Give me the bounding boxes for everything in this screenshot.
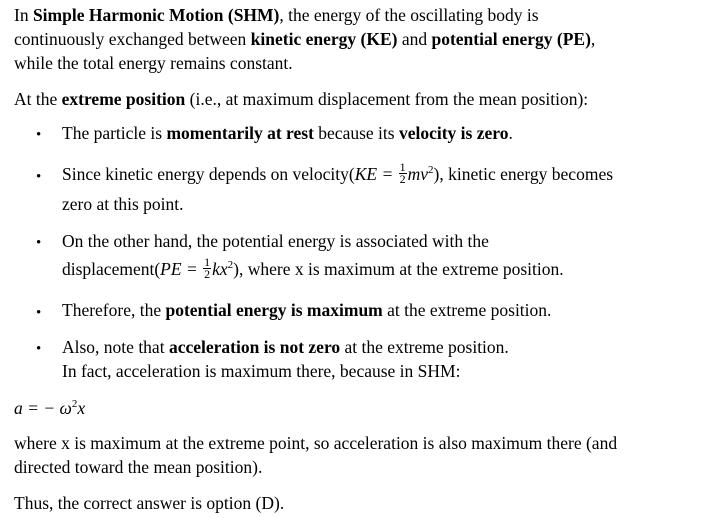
exponent: 2 (428, 164, 434, 177)
term-potential-energy-maximum: potential energy is maximum (165, 300, 383, 320)
pe-formula-rhs: kx (212, 259, 228, 279)
bullet-marker: • (36, 169, 42, 185)
heading-text: At the (14, 89, 62, 109)
fraction-denominator: 2 (204, 267, 211, 282)
intro-line-3: while the total energy remains constant. (14, 53, 293, 73)
heading-text: (i.e., at maximum displacement from the mean position): (185, 89, 589, 109)
bullet-marker: • (36, 341, 42, 357)
bullet-text: ), where x is maximum at the extreme position. (233, 259, 564, 279)
fraction-numerator: 1 (204, 255, 211, 270)
bullet-2-line-1 (62, 162, 613, 187)
bullet-text: at the extreme position. (382, 300, 552, 320)
intro-text: , (590, 29, 596, 49)
bullet-text: at the extreme position. (340, 337, 509, 357)
bullet-5-line-1 (62, 335, 509, 359)
equation-rhs: − ω (43, 398, 72, 418)
bullet-1 (62, 121, 513, 145)
pe-formula-lhs: PE = (160, 259, 203, 279)
exponent: 2 (227, 259, 234, 272)
term-shm: Simple Harmonic Motion (SHM) (32, 5, 280, 25)
explanation-line-1: where x is maximum at the extreme point, so acceleration is also maximum there (and (14, 433, 618, 453)
bullet-text: Therefore, the (62, 300, 166, 320)
conclusion: Thus, the correct answer is option (D). (14, 493, 285, 513)
bullet-marker: • (36, 305, 42, 321)
bullet-4 (62, 298, 551, 322)
fraction-one-half (399, 162, 407, 185)
term-ke: kinetic energy (KE) (250, 29, 398, 49)
fraction-one-half (203, 257, 211, 280)
bullet-3-line-1: On the other hand, the potential energy is associated with the (62, 231, 489, 251)
bullet-marker: • (36, 235, 42, 251)
intro-line-1 (14, 3, 539, 27)
intro-text: and (397, 29, 432, 49)
equation-lhs: a = (14, 398, 44, 418)
bullet-text: . (508, 123, 513, 143)
bullet-2-line-2: zero at this point. (62, 194, 184, 214)
acceleration-equation (14, 396, 85, 420)
bullet-3-line-2 (62, 257, 564, 282)
exponent: 2 (71, 398, 78, 411)
bullet-text: because its (313, 123, 399, 143)
bullet-text: The particle is (62, 123, 167, 143)
intro-line-2 (14, 27, 595, 51)
bullet-text: Also, note that (62, 337, 169, 357)
term-acceleration-not-zero: acceleration is not zero (168, 337, 341, 357)
bullet-5-line-2: In fact, acceleration is maximum there, because in SHM: (62, 361, 461, 381)
intro-text: continuously exchanged between (14, 29, 251, 49)
term-pe: potential energy (PE) (431, 29, 591, 49)
bullet-text: displacement( (62, 259, 161, 279)
bullet-marker: • (36, 127, 42, 143)
intro-text: In (14, 5, 33, 25)
equation-variable: x (77, 398, 86, 418)
extreme-position-heading (14, 87, 588, 111)
intro-text: , the energy of the oscillating body is (279, 5, 539, 25)
bullet-text: ), kinetic energy becomes (433, 164, 614, 184)
explanation-line-2: directed toward the mean position). (14, 457, 263, 477)
term-extreme-position: extreme position (61, 89, 186, 109)
fraction-denominator: 2 (399, 172, 406, 187)
ke-formula-lhs: KE = (354, 164, 398, 184)
fraction-numerator: 1 (399, 160, 406, 175)
term-momentarily-at-rest: momentarily at rest (166, 123, 314, 143)
bullet-text: Since kinetic energy depends on velocity( (62, 164, 355, 184)
term-velocity-zero: velocity is zero (398, 123, 509, 143)
ke-formula-rhs: mv (407, 164, 429, 184)
